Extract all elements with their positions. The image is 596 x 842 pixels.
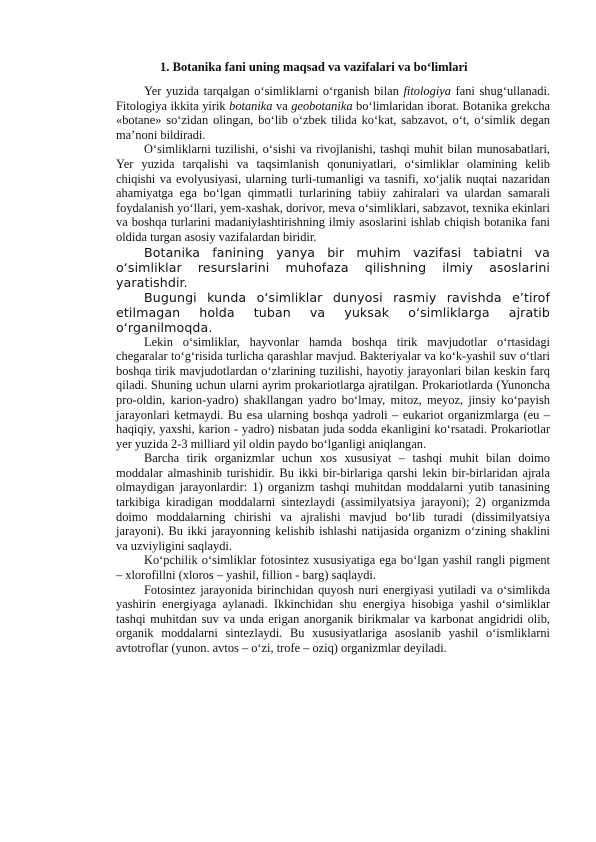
paragraph-text: va [272,98,292,113]
term-botanika: botanika [229,98,273,113]
paragraph-tuban-yuksak: Bugungi kunda o‘simliklar dunyosi rasmiy ravishda e’tirof etilmagan holda tuban va yuksak o‘simliklarga ajratib o‘rganilmoqda. [116,289,550,335]
paragraph-text: Yer yuzida tarqalgan o‘simliklarni o‘rganish bilan [144,84,404,98]
document-body [116,60,550,656]
paragraph-text: fani shug‘ullanadi. Fitologiya ikkita yirik [116,84,550,113]
paragraph-moddalar-almashinuvi: Barcha tirik organizmlar uchun xos xususiyat – tashqi muhit bilan doimo moddalar almashinib turishidir. Bu ikki bir-birlariga qarshi lekin bir-birlaridan ajrala olmaydigan jarayonlardir: 1) organizm tashqi muhitdan moddalarni yutib tanasining tarkibiga kiradigan moddalarni sintezlaydi (assimilyatsiya jarayoni); 2) organizmda doimo moddalarning chirishi va ajralishi mavjud bo‘lib turadi (dissimilyatsiya jarayoni). Bu ikki jarayonning kelishib ishlashi natijasida organizm o‘zining shaklini va uzviyligini saqlaydi. [116,451,550,553]
paragraph-fotosintez: Fotosintez jarayonida birinchidan quyosh nuri energiyasi yutiladi va o‘simlikda yashirin energiyaga aylanadi. Ikkinchidan shu energiya hisobiga yashil o‘simliklar tashqi muhitdan suv va unda erigan anorganik birikmalar va karbonat angidridi olib, organik moddalarni sintezlaydi. Bu xususiyatlariga asoslanib yashil o‘ismliklarni avtotroflar (yunon. avtos – o‘zi, trofe – oziq) organizmlar deyiladi. [116,582,550,655]
paragraph-vazifalar: O‘simliklarni tuzilishi, o‘sishi va rivojlanishi, tashqi muhit bilan munosabatlari, Yer yuzida tarqalishi va taqsimlanish qonuniyatlari, o‘simliklar olamining kelib chiqishi va evolyusiyasi, ularning turli-tumanligi va tasnifi, xo‘jalik nuqtai nazaridan ahamiyatga ega bo‘lgan qimmatli turlarining tabiiy zahiralari va ulardan samarali foydalanish yo‘llari, yem-xashak, dorivor, meva o‘simliklari, sabzavot, texnika ekinlari va boshqa turlarini madaniylashtirishning ilmiy asoslarini ishlab chiqish botanika fani oldida turgan asosiy vazifalardan biridir. [116,142,550,244]
term-geobotanika: geobotanika [291,98,353,113]
section-title: 1. Botanika fani uning maqsad va vazifalari va bo‘limlari [160,60,468,74]
paragraph-muhofaza: Botanika fanining yanya bir muhim vazifasi tabiatni va o‘simliklar resurslarini muhofaza qilishning ilmiy asoslarini yaratishdir. [116,244,550,290]
paragraph-xlorofill: Ko‘pchilik o‘simliklar fotosintez xususiyatiga ega bo‘lgan yashil rangli pigment – xlorofillni (xloros – yashil, fillion - barg) saqlaydi. [116,553,550,583]
paragraph-text: bo‘limlaridan iborat. Botanika grekcha «botane» so‘zidan olingan, bo‘lib o‘zbek tilida ko‘kat, sabzavot, o‘t, o‘simlik degan ma’noni bildiradi. [116,98,551,142]
paragraph-fitologiya [116,84,550,142]
paragraph-prokariotlar: Lekin o‘simliklar, hayvonlar hamda boshqa tirik mavjudotlar o‘rtasidagi chegaralar to‘g‘risida turlicha qarashlar mavjud. Bakteriyalar va ko‘k-yashil suv o‘tlari boshqa tirik mavjudotlardan o‘zlarining tuzilishi, hayotiy jarayonlari bilan keskin farq qiladi. Shuning uchun ularni ayrim prokariotlarga ajratilgan. Prokariotlarda (Yunoncha pro-oldin, karion-yadro) shakllangan yadro bo‘lmay, mitoz, meyoz, jinsiy ko‘payish jarayonlari ketmaydi. Bu esa ularning boshqa yadroli – eukariot organizmlarga (eu – haqiqiy, yaxshi, karion - yadro) nisbatan juda sodda ekanligini ko‘rsatadi. Prokariotlar yer yuzida 2-3 milliard yil oldin paydo bo‘lganligi aniqlangan. [116,334,550,451]
term-fitologiya: fitologiya [403,84,451,98]
